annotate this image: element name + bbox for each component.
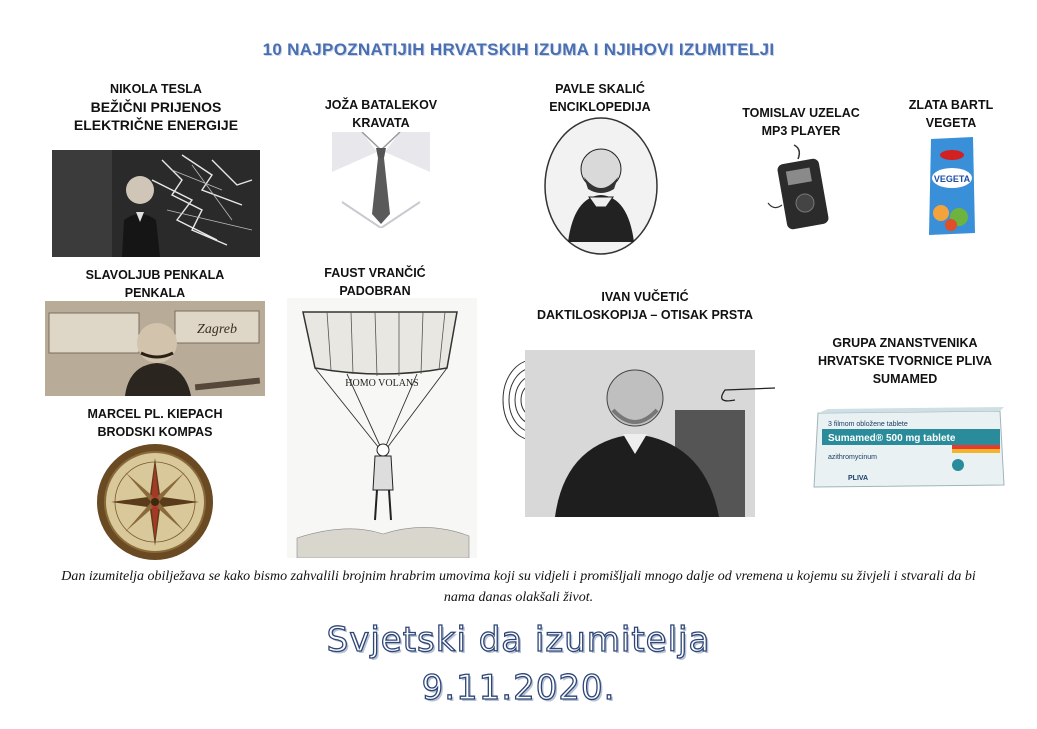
inventor-name: FAUST VRANČIĆ [324, 266, 426, 280]
caption-tesla [52, 80, 260, 134]
invention-name: SUMAMED [872, 372, 938, 386]
caption-uzelac [738, 104, 864, 140]
vucetic-photo-fingerprint [495, 330, 785, 517]
invention-name: KRAVATA [352, 116, 410, 130]
caption-vrancic [300, 264, 450, 300]
inventor-name: SLAVOLJUB PENKALA [85, 268, 225, 282]
invention-name: MP3 PLAYER [761, 124, 841, 138]
compass-image [95, 442, 215, 562]
page-title: 10 NAJPOZNATIJIH HRVATSKIH IZUMA I NJIHOVI IZUMITELJI [262, 40, 775, 59]
note-line: nama danas olakšali život. [443, 590, 594, 605]
caption-kiepach [70, 405, 240, 441]
tesla-photo [52, 150, 260, 257]
invention-name: DAKTILOSKOPIJA – OTISAK PRSTA [537, 308, 753, 322]
sumamed-top-text: 3 filmom obložene tablete [828, 421, 908, 428]
inventor-name: TOMISLAV UZELAC [742, 106, 860, 120]
inventor-name: NIKOLA TESLA [110, 82, 202, 96]
invention-name: ELEKTRIČNE ENERGIJE [73, 117, 239, 133]
inventor-name: ZLATA BARTL [908, 98, 994, 112]
sumamed-box [808, 407, 1006, 489]
tie-image [332, 132, 430, 228]
inventor-name: HRVATSKE TVORNICE PLIVA [817, 354, 993, 368]
vegeta-package [927, 133, 977, 238]
parachute-label: HOMO VOLANS [345, 378, 419, 389]
inventor-name: JOŽA BATALEKOV [324, 98, 438, 112]
caption-skalic [540, 80, 660, 116]
caption-batalekov [320, 96, 442, 132]
invention-name: BRODSKI KOMPAS [97, 425, 213, 439]
sumamed-brand-text: PLIVA [848, 475, 869, 482]
invention-name: BEŽIČNI PRIJENOS [90, 99, 222, 115]
caption-vucetic [520, 288, 770, 324]
caption-penkala [60, 266, 250, 302]
penkala-photo [45, 301, 265, 396]
invention-name: VEGETA [925, 116, 977, 130]
inventor-name: PAVLE SKALIĆ [555, 82, 645, 96]
caption-bartl [895, 96, 1007, 132]
footer-title: Svjetski da izumitelja [326, 620, 711, 660]
invention-name: ENCIKLOPEDIJA [549, 100, 651, 114]
invention-name: PADOBRAN [339, 284, 411, 298]
parachute-drawing [287, 298, 477, 558]
footer-date: 9.11.2020. [421, 668, 616, 708]
inventor-name: MARCEL PL. KIEPACH [87, 407, 223, 421]
vegeta-brand: VEGETA [933, 174, 971, 184]
sumamed-sub-text: azithromycinum [828, 454, 878, 461]
penkala-sign-text: Zagreb [197, 322, 237, 337]
sumamed-name-text: Sumamed® 500 mg tablete [828, 433, 956, 444]
mp3-player-image [764, 143, 832, 231]
note-line: Dan izumitelja obilježava se kako bismo zahvalili brojnim hrabrim umovima koji su vidjeli i promišljali mnogo dalje od vremena u kojemu su živjeli i stvarali da bi [61, 569, 976, 584]
inventor-name: GRUPA ZNANSTVENIKA [832, 336, 978, 350]
inventors-day-note [10, 566, 1027, 608]
skalic-portrait [544, 117, 658, 255]
inventor-name: IVAN VUČETIĆ [601, 290, 689, 304]
invention-name: PENKALA [124, 286, 186, 300]
caption-pliva [800, 334, 1010, 388]
